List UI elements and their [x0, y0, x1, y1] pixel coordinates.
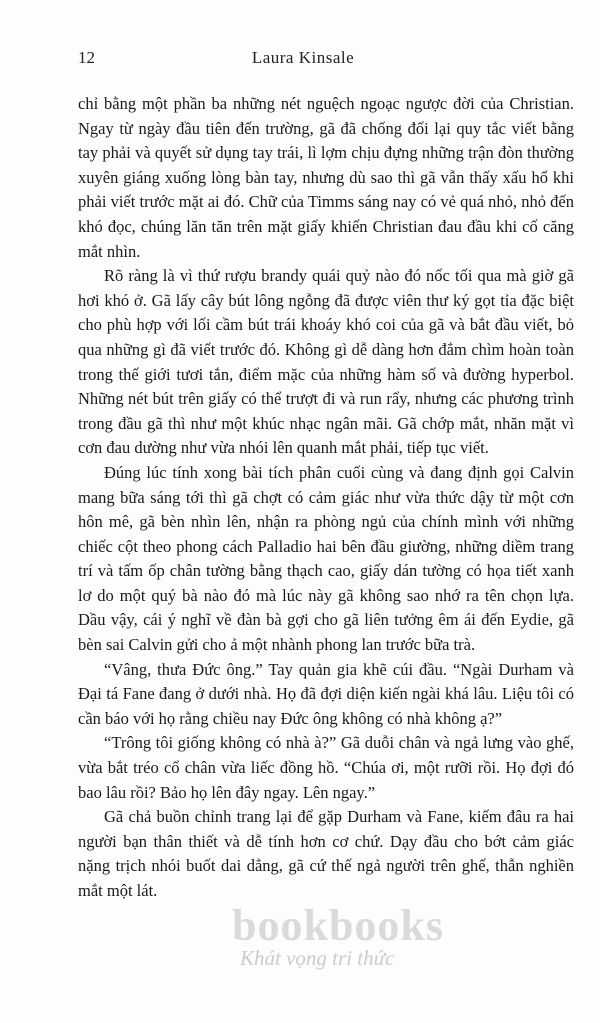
page-number: 12 [78, 48, 95, 67]
watermark-tagline: Khát vọng tri thức [240, 946, 395, 970]
running-header [78, 48, 528, 72]
paragraph: “Trông tôi giống không có nhà à?” Gã duỗi chân và ngả lưng vào ghế, vừa bắt tréo cổ chân vừa liếc đồng hồ. “Chúa ơi, một rưỡi rồi. Họ đợi đó bao lâu rồi? Bảo họ lên đây ngay. Lên ngay.” [78, 733, 574, 802]
paragraph: chỉ bằng một phần ba những nét nguệch ngoạc ngược đời của Christian. Ngay từ ngày đầu tiên đến trường, gã đã chống đối lại quy tắc viết bằng tay phải và quyết sử dụng tay trái, lì lợm chịu đựng những trận đòn thường xuyên giáng xuống lòng bàn tay, nhưng dù sao thì gã vẫn thấy xấu hổ khi phải viết trước mặt ai đó. Chữ của Timms sáng nay có vẻ quá nhỏ, nhỏ đến khó đọc, chúng lăn tăn trên mặt giấy khiến Christian đau đầu khi cố căng mắt nhìn. [78, 94, 574, 261]
watermark-logo: bookbooks [232, 901, 445, 950]
body-text [78, 92, 574, 904]
paragraph: “Vâng, thưa Đức ông.” Tay quản gia khẽ cúi đầu. “Ngài Durham và Đại tá Fane đang ở dưới nhà. Họ đã đợi diện kiến ngài khá lâu. Liệu tôi có cần báo với họ rằng chiều nay Đức ông không có nhà không ạ?” [78, 659, 574, 728]
running-title: Laura Kinsale [251, 48, 355, 67]
publisher-watermark [232, 900, 482, 980]
paragraph: Rõ ràng là vì thứ rượu brandy quái quỷ nào đó nốc tối qua mà giờ gã hơi khó ở. Gã lấy cây bút lông ngỗng đã được viên thư ký gọt tỉa đặc biệt cho phù hợp với lối cầm bút trái khoáy khó coi của gã và bắt đầu viết, bỏ qua những gì đã viết trước đó. Không gì dễ dàng hơn đắm chìm hoàn toàn trong thế giới tươi tắn, điểm mặc của những hàm số và đường hyperbol. Những nét bút trên giấy có thể trượt đi và run rẩy, nhưng các phương trình trong đầu gã thì như một khúc nhạc ngân mãi. Gã chớp mắt, nhăn mặt vì cơn đau dường như vừa nhói lên quanh mắt phải, tiếp tục viết. [78, 266, 574, 458]
paragraph: Gã chả buồn chỉnh trang lại để gặp Durham và Fane, kiếm đâu ra hai người bạn thân thiết và dễ tính hơn cơ chứ. Dạy đầu cho bớt cảm giác nặng trịch nhói buốt dai dẳng, gã cứ thế ngả người trên ghế, thẫn nghiền mắt một lát. [78, 807, 574, 900]
paragraph: Đúng lúc tính xong bài tích phân cuối cùng và đang định gọi Calvin mang bữa sáng tới thì gã chợt có cảm giác như vừa thức dậy từ một cơn hôn mê, gã bèn nhìn lên, nhận ra phòng ngủ của chính mình với những chiếc cột theo phong cách Palladio hai bên đầu giường, những diềm trang trí và tấm ốp chân tường bằng thạch cao, giấy dán tường có họa tiết xanh lơ do một quý bà nào đó mà lúc này gã không sao nhớ ra tên chọn lựa. Dầu vậy, cái ý nghĩ về đàn bà gợi cho gã liên tưởng êm ái đến Eydie, gã bèn sai Calvin gửi cho ả một nhành phong lan trước bữa trà. [78, 462, 574, 655]
